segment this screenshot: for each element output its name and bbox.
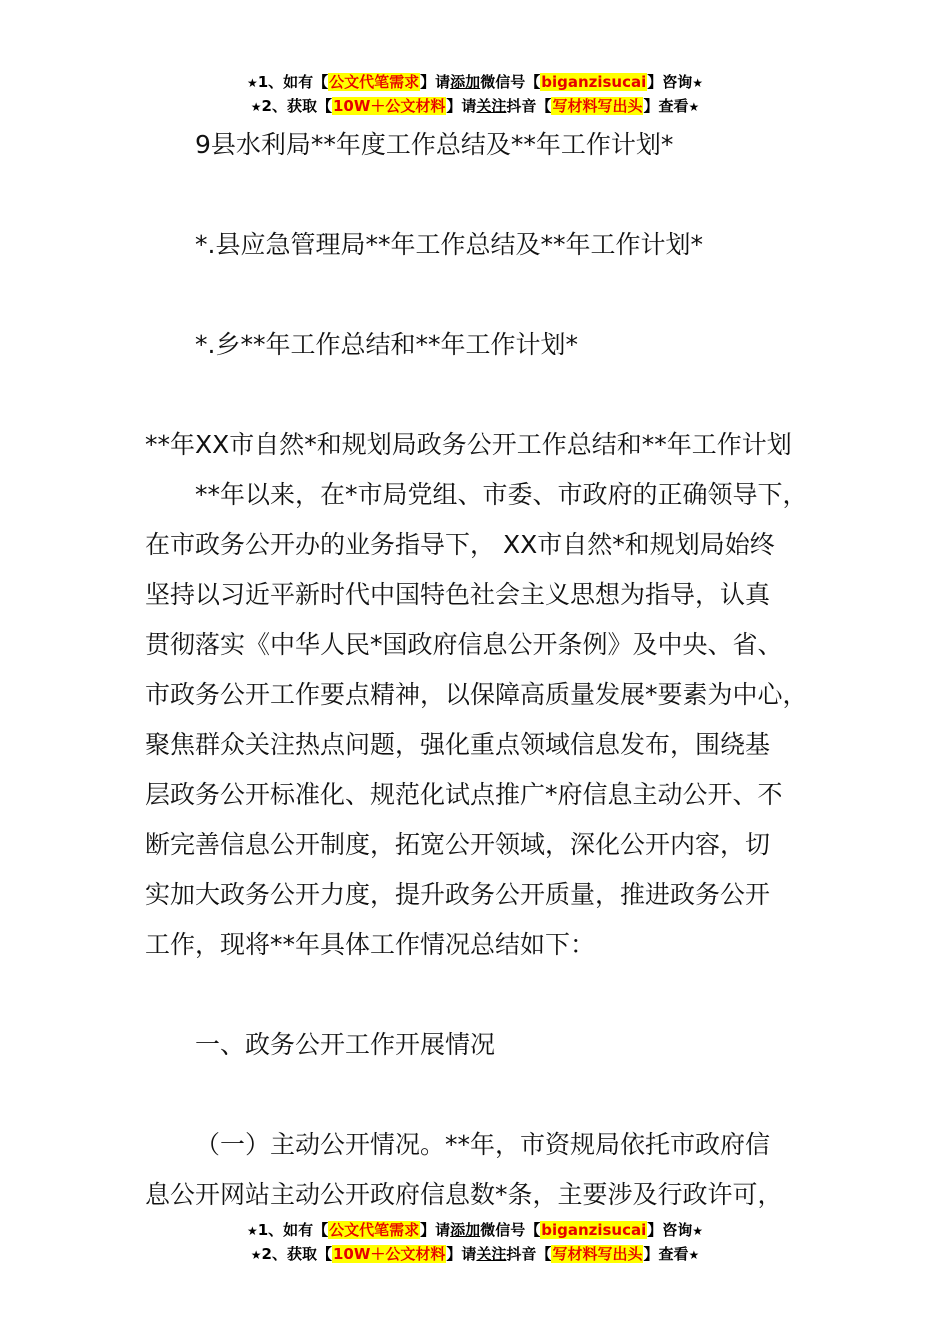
header-banner bbox=[0, 70, 950, 118]
banner-text: 1、如有【 bbox=[257, 1221, 329, 1239]
highlight-text: 公文代笔需求 bbox=[329, 73, 420, 91]
douyin-id: 写材料写出头 bbox=[552, 1245, 643, 1263]
highlight-text: 公文代笔需求 bbox=[329, 1221, 420, 1239]
body-line: 坚持以习近平新时代中国特色社会主义思想为指导，认真 bbox=[145, 580, 771, 609]
star-icon: ★ bbox=[692, 1224, 704, 1238]
banner-text: 】咨询 bbox=[647, 1221, 693, 1239]
toc-item: *.乡**年工作总结和**年工作计划* bbox=[195, 330, 578, 359]
highlight-text: 10W＋公文材料 bbox=[332, 97, 446, 115]
body-line: 在市政务公开办的业务指导下， XX市自然*和规划局始终 bbox=[145, 530, 775, 559]
body-line: 实加大政务公开力度，提升政务公开质量，推进政务公开 bbox=[145, 880, 771, 909]
banner-line-1 bbox=[0, 1218, 950, 1242]
underline-text: 关注 bbox=[476, 1245, 507, 1263]
banner-text: 微信号【 bbox=[480, 1221, 541, 1239]
banner-text: 】请 bbox=[446, 97, 477, 115]
section-heading: 一、政务公开工作开展情况 bbox=[195, 1030, 496, 1059]
body-line: 贯彻落实《中华人民*国政府信息公开条例》及中央、省、 bbox=[145, 630, 783, 659]
star-icon: ★ bbox=[250, 100, 262, 114]
body-line: 断完善信息公开制度，拓宽公开领域，深化公开内容，切 bbox=[145, 830, 771, 859]
banner-text: 2、获取【 bbox=[261, 97, 332, 115]
banner-line-1 bbox=[0, 70, 950, 94]
banner-text: 】请 bbox=[420, 1221, 451, 1239]
underline-text: 添加 bbox=[450, 73, 481, 91]
body-line: 市政务公开工作要点精神，以保障高质量发展*要素为中心， bbox=[145, 680, 808, 709]
banner-text: 】请 bbox=[420, 73, 451, 91]
douyin-id: 写材料写出头 bbox=[552, 97, 643, 115]
banner-text: 】查看 bbox=[643, 1245, 689, 1263]
document-title: **年XX市自然*和规划局政务公开工作总结和**年工作计划 bbox=[145, 430, 792, 459]
body-line: 息公开网站主动公开政府信息数*条，主要涉及行政许可， bbox=[145, 1180, 783, 1209]
star-icon: ★ bbox=[246, 1224, 258, 1238]
wechat-id: biganzisucai bbox=[541, 1221, 647, 1239]
banner-line-2 bbox=[0, 94, 950, 118]
star-icon: ★ bbox=[688, 100, 700, 114]
star-icon: ★ bbox=[246, 76, 258, 90]
banner-text: 抖音【 bbox=[506, 97, 552, 115]
banner-text: 】请 bbox=[446, 1245, 477, 1263]
banner-text: 抖音【 bbox=[506, 1245, 552, 1263]
body-line: **年以来，在*市局党组、市委、市政府的正确领导下， bbox=[195, 480, 808, 509]
body-line: 工作，现将**年具体工作情况总结如下： bbox=[145, 930, 596, 959]
highlight-text: 10W＋公文材料 bbox=[332, 1245, 446, 1263]
banner-text: 微信号【 bbox=[480, 73, 541, 91]
wechat-id: biganzisucai bbox=[541, 73, 647, 91]
star-icon: ★ bbox=[250, 1248, 262, 1262]
banner-text: 2、获取【 bbox=[261, 1245, 332, 1263]
star-icon: ★ bbox=[692, 76, 704, 90]
footer-banner bbox=[0, 1218, 950, 1266]
banner-text: 】咨询 bbox=[647, 73, 693, 91]
underline-text: 添加 bbox=[450, 1221, 481, 1239]
toc-item: 9县水利局**年度工作总结及**年工作计划* bbox=[195, 130, 674, 159]
star-icon: ★ bbox=[688, 1248, 700, 1262]
banner-line-2 bbox=[0, 1242, 950, 1266]
body-line: 层政务公开标准化、规范化试点推广*府信息主动公开、不 bbox=[145, 780, 783, 809]
toc-item: *.县应急管理局**年工作总结及**年工作计划* bbox=[195, 230, 703, 259]
banner-text: 1、如有【 bbox=[257, 73, 329, 91]
banner-text: 】查看 bbox=[643, 97, 689, 115]
body-line: 聚焦群众关注热点问题，强化重点领域信息发布，围绕基 bbox=[145, 730, 771, 759]
body-line: （一）主动公开情况。**年，市资规局依托市政府信 bbox=[195, 1130, 771, 1159]
underline-text: 关注 bbox=[476, 97, 507, 115]
